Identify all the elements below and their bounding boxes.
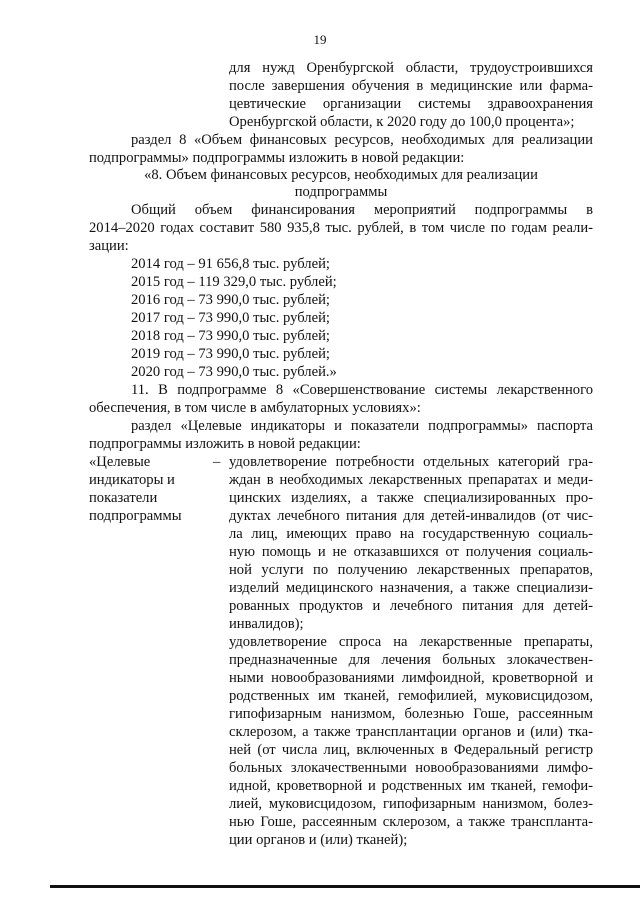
table-para2-line: лией, муковисцидозом, гипофизарным нанизмом, болез- (229, 796, 593, 812)
year-item: 2019 год – 73 990,0 тыс. рублей; (131, 346, 330, 362)
table-para1-line: ную помощь и не отказавшихся от получения социаль- (229, 544, 593, 560)
table-para1-line: ной услуги по получению лекарственных препаратов, (229, 562, 593, 578)
section8-heading-line: «8. Объем финансовых ресурсов, необходимых для реализации (144, 167, 538, 183)
section8-intro-line: раздел 8 «Объем финансовых ресурсов, необходимых для реализации (131, 132, 593, 148)
table-para2-line: нью Гоше, рассеянным склерозом, а также транспланта- (229, 814, 593, 830)
intro-line: Оренбургской области, к 2020 году до 100,0 процента»; (229, 114, 575, 130)
year-item: 2016 год – 73 990,0 тыс. рублей; (131, 292, 330, 308)
section8-heading-line: подпрограммы (294, 184, 388, 200)
year-item: 2017 год – 73 990,0 тыс. рублей; (131, 310, 330, 326)
item11-line: обеспечения, в том числе в амбулаторных условиях»: (89, 400, 421, 416)
intro-line: для нужд Оренбургской области, трудоустроившихся (229, 60, 593, 76)
table-para1-line: ждан в необходимых лекарственных препаратах и меди- (229, 472, 593, 488)
table-para1-line: дуктах лечебного питания для детей-инвалидов (от чис- (229, 508, 593, 524)
table-label-line: «Целевые (89, 454, 151, 470)
table-para2-line: склерозом, а также трансплантации органов и (или) тка- (229, 724, 593, 740)
table-para1-line: цинских изделиях, а также специализированных про- (229, 490, 593, 506)
table-para2-line: идной, кроветворной и родственных им тканей, гемофи- (229, 778, 593, 794)
table-para1-line: удовлетворение потребности отдельных категорий гра- (229, 454, 593, 470)
table-para1-line: рованных продуктов и лечебного питания для детей- (229, 598, 593, 614)
table-para2-line: предназначенные для лечения больных злокачествен- (229, 652, 593, 668)
table-para2-line: гипофизарным нанизмом, болезнью Гоше, рассеянным (229, 706, 593, 722)
intro-line: цевтические организации системы здравоохранения (229, 96, 593, 112)
passport-intro-line: раздел «Целевые индикаторы и показатели подпрограммы» паспорта (131, 418, 593, 434)
table-para1-line: ла лиц, имеющих право на государственную социаль- (229, 526, 593, 542)
year-item: 2020 год – 73 990,0 тыс. рублей.» (131, 364, 337, 380)
section8-intro-line: подпрограммы» подпрограммы изложить в новой редакции: (89, 150, 465, 166)
passport-intro-line: подпрограммы изложить в новой редакции: (89, 436, 361, 452)
table-para2-line: больных злокачественными новообразованиями лимфо- (229, 760, 593, 776)
funding-text-line: 2014–2020 годах составит 580 935,8 тыс. рублей, в том числе по годам реали- (89, 220, 593, 236)
funding-text-line: зации: (89, 238, 129, 254)
table-label-line: индикаторы и (89, 472, 175, 488)
bottom-rule (50, 885, 640, 888)
intro-line: после завершения обучения в медицинские или фарма- (229, 78, 593, 94)
table-para2-line: удовлетворение спроса на лекарственные препараты, (229, 634, 593, 650)
table-para1-line: инвалидов); (229, 616, 304, 632)
year-item: 2015 год – 119 329,0 тыс. рублей; (131, 274, 337, 290)
table-label-line: подпрограммы (89, 508, 182, 524)
table-dash: – (213, 454, 221, 470)
page-number: 19 (313, 32, 327, 47)
funding-text-line: Общий объем финансирования мероприятий подпрограммы в (131, 202, 593, 218)
table-label-line: показатели (89, 490, 158, 506)
table-para2-line: ции органов и (или) тканей); (229, 832, 408, 848)
year-item: 2018 год – 73 990,0 тыс. рублей; (131, 328, 330, 344)
table-para2-line: ными новообразованиями лимфоидной, кроветворной и (229, 670, 593, 686)
table-para2-line: ней (от числа лиц, включенных в Федеральный регистр (229, 742, 593, 758)
year-item: 2014 год – 91 656,8 тыс. рублей; (131, 256, 330, 272)
table-para2-line: родственных им тканей, гемофилией, муковисцидозом, (229, 688, 593, 704)
table-para1-line: изделий медицинского назначения, а также специализи- (229, 580, 593, 596)
item11-line: 11. В подпрограмме 8 «Совершенствование системы лекарственного (131, 382, 593, 398)
